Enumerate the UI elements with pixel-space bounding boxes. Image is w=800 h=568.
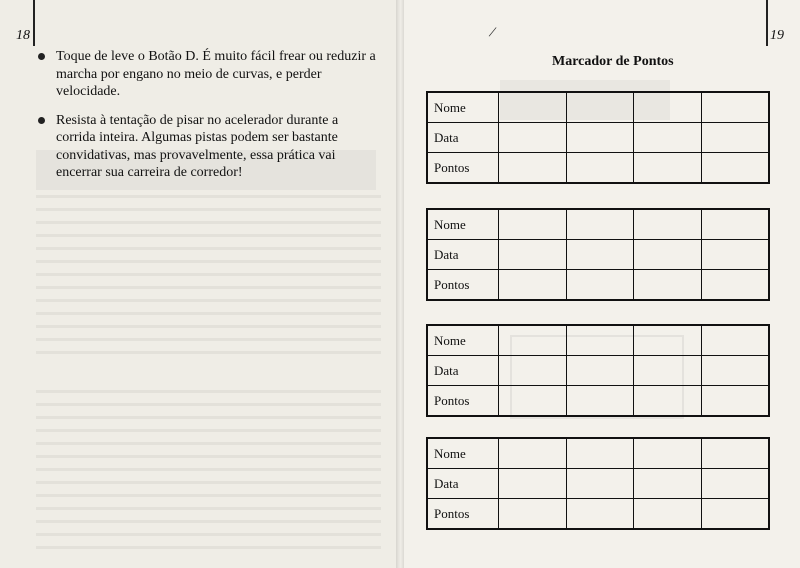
score-cell	[702, 356, 769, 385]
table-row	[428, 356, 768, 386]
score-cell	[702, 499, 769, 528]
score-cell	[634, 270, 702, 299]
score-cell	[702, 123, 769, 152]
score-cell	[499, 153, 567, 182]
table-row	[428, 499, 768, 528]
row-label-data: Data	[428, 123, 499, 152]
score-cell	[499, 439, 567, 468]
table-row	[428, 270, 768, 299]
score-cell	[499, 499, 567, 528]
row-label-pontos: Pontos	[428, 386, 499, 415]
score-cell	[702, 93, 769, 122]
row-label-pontos: Pontos	[428, 153, 499, 182]
row-label-data: Data	[428, 356, 499, 385]
score-cell	[499, 326, 567, 355]
score-cell	[499, 210, 567, 239]
table-row	[428, 153, 768, 182]
tip-item	[38, 48, 378, 101]
tip-text: Resista à tentação de pisar no acelerador durante a corrida inteira. Algumas pistas podem ser bastante convidativas, mas provavelmente, essa prática vai encerrar sua carreira de corredor!	[56, 112, 339, 180]
score-cell	[567, 356, 635, 385]
score-cell	[634, 386, 702, 415]
tip-text: Toque de leve o Botão D. É muito fácil frear ou reduzir a marcha por engano no meio de curvas, e perder velocidade.	[56, 49, 376, 99]
score-table	[426, 91, 770, 184]
score-cell	[567, 93, 635, 122]
row-label-data: Data	[428, 240, 499, 269]
score-cell	[634, 439, 702, 468]
page-number-left: 18	[16, 28, 30, 43]
score-cell	[702, 326, 769, 355]
show-through-lines-left	[36, 195, 381, 355]
score-cell	[634, 499, 702, 528]
row-label-nome: Nome	[428, 439, 499, 468]
score-cell	[634, 469, 702, 498]
score-cell	[567, 326, 635, 355]
score-cell	[634, 356, 702, 385]
tip-item	[38, 112, 378, 182]
table-row	[428, 93, 768, 123]
score-cell	[634, 93, 702, 122]
table-row	[428, 210, 768, 240]
score-cell	[634, 210, 702, 239]
score-cell	[499, 469, 567, 498]
tips-list	[38, 48, 378, 193]
score-cell	[499, 386, 567, 415]
page-edge-line-right	[766, 0, 768, 46]
row-label-nome: Nome	[428, 210, 499, 239]
score-table	[426, 324, 770, 417]
score-cell	[702, 469, 769, 498]
book-gutter	[396, 0, 404, 568]
row-label-nome: Nome	[428, 326, 499, 355]
score-table	[426, 208, 770, 301]
score-cell	[567, 469, 635, 498]
score-cell	[634, 123, 702, 152]
page-number-right: 19	[770, 28, 784, 43]
pen-stroke-mark: /	[487, 23, 498, 42]
score-table	[426, 437, 770, 530]
table-row	[428, 439, 768, 469]
table-row	[428, 469, 768, 499]
row-label-pontos: Pontos	[428, 270, 499, 299]
score-cell	[567, 240, 635, 269]
score-cell	[702, 153, 769, 182]
score-cell	[567, 153, 635, 182]
score-cell	[702, 386, 769, 415]
score-cell	[702, 270, 769, 299]
score-cell	[634, 240, 702, 269]
score-cell	[499, 356, 567, 385]
score-cell	[567, 210, 635, 239]
page-title: Marcador de Pontos	[552, 54, 674, 69]
table-row	[428, 123, 768, 153]
table-row	[428, 386, 768, 415]
bullet-icon	[38, 117, 45, 124]
score-cell	[567, 439, 635, 468]
show-through-lines-left-lower	[36, 390, 381, 550]
score-cell	[567, 499, 635, 528]
score-cell	[567, 270, 635, 299]
score-cell	[702, 240, 769, 269]
row-label-nome: Nome	[428, 93, 499, 122]
score-cell	[634, 153, 702, 182]
row-label-data: Data	[428, 469, 499, 498]
table-row	[428, 240, 768, 270]
score-cell	[702, 439, 769, 468]
score-cell	[702, 210, 769, 239]
page-edge-line-left	[33, 0, 35, 46]
row-label-pontos: Pontos	[428, 499, 499, 528]
score-cell	[499, 240, 567, 269]
score-cell	[567, 386, 635, 415]
score-cell	[634, 326, 702, 355]
score-cell	[499, 93, 567, 122]
bullet-icon	[38, 53, 45, 60]
score-cell	[567, 123, 635, 152]
table-row	[428, 326, 768, 356]
score-cell	[499, 270, 567, 299]
score-cell	[499, 123, 567, 152]
